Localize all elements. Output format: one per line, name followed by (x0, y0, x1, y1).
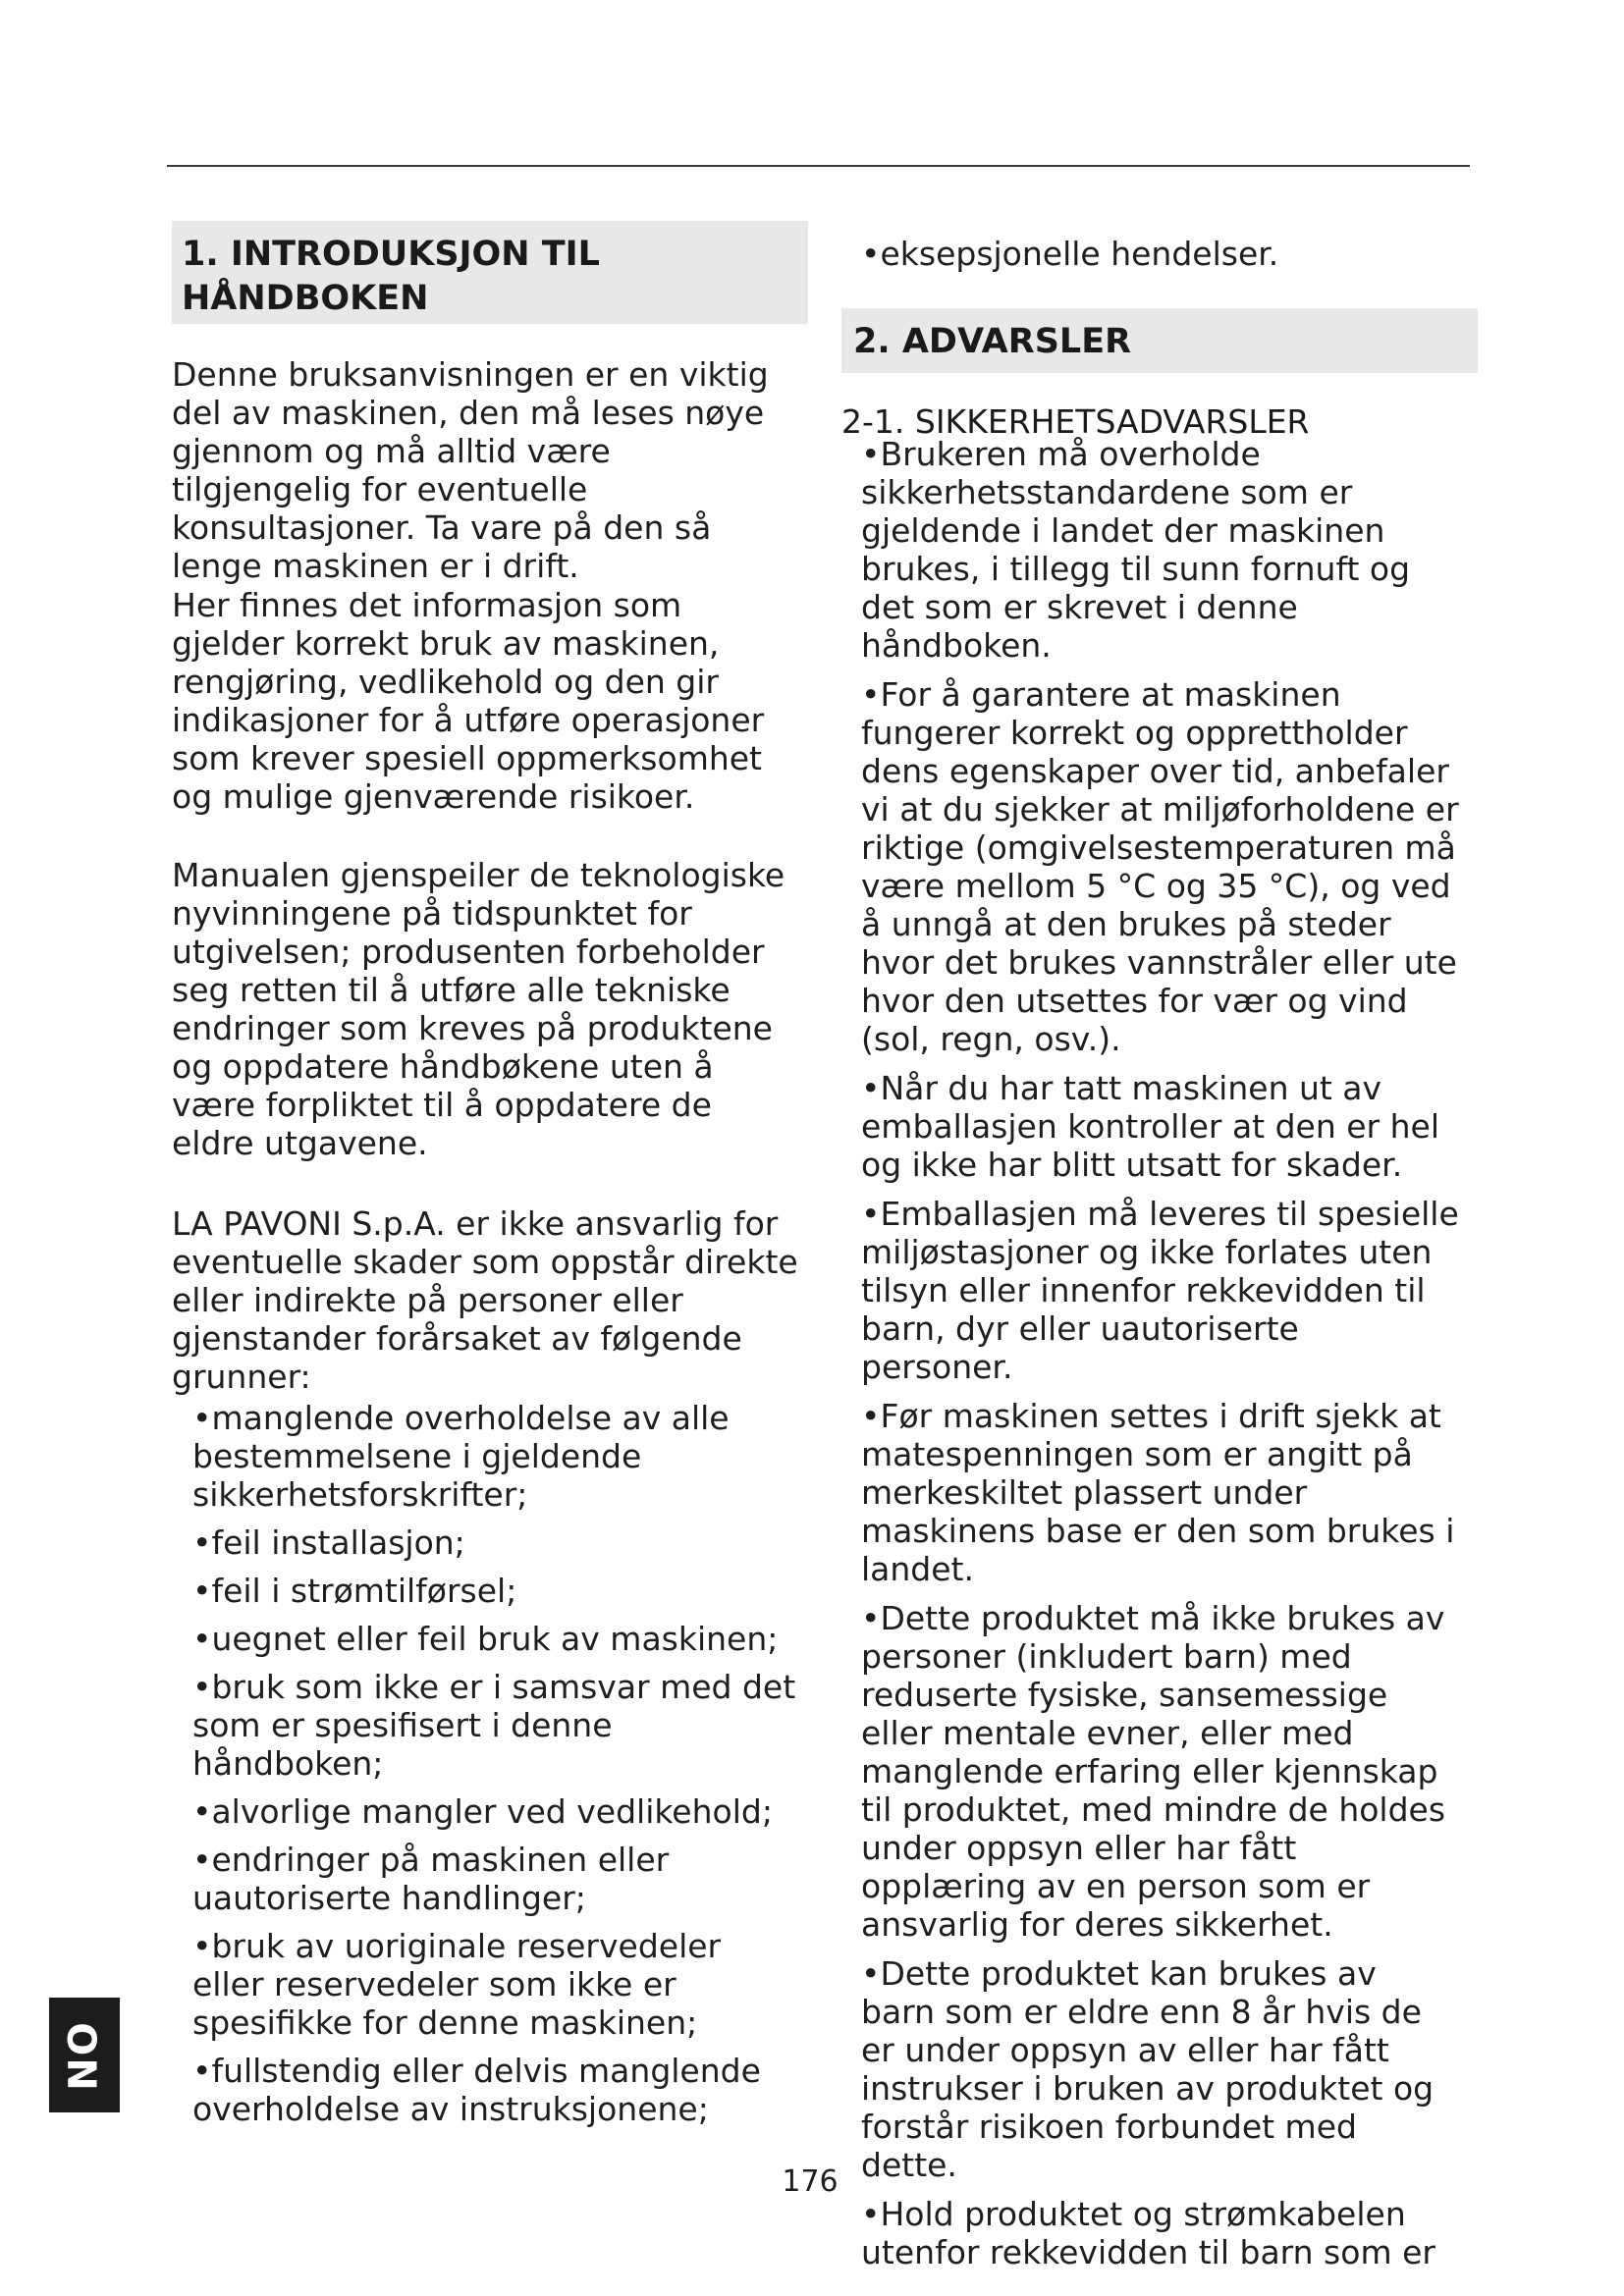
section-1-heading (172, 221, 808, 324)
list-item: •endringer på maskinen eller uautoriserte handlinger; (192, 1841, 670, 1917)
page-number: 176 (782, 2164, 839, 2199)
liability-paragraph: LA PAVONI S.p.A. er ikke ansvarlig for eventuelle skader som oppstår direkte eller indirekte på personer eller gjenstander forårsaket av følgende grunner: (172, 1204, 798, 1396)
list-item: •feil i strømtilførsel; (192, 1572, 517, 1610)
liability-causes-list (192, 1399, 801, 2138)
list-item: •bruk av uoriginale reservedeler eller reservedeler som ikke er spesifikke for denne maskinen; (192, 1927, 722, 2042)
list-item: •manglende overholdelse av alle bestemmelsene i gjeldende sikkerhetsforskrifter; (192, 1399, 730, 1514)
list-item: •For å garantere at maskinen fungerer korrekt og opprettholder dens egenskaper over tid, anbefaler vi at du sjekker at miljøforholdene er riktige (omgivelsestemperaturen må være mellom 5 °C og 35 °C), og ved å unngå at den brukes på steder hvor det brukes vannstråler eller ute hvor den utsettes for vær og vind (sol, regn, osv.). (861, 675, 1459, 1058)
list-item: •Brukeren må overholde sikkerhetsstandardene som er gjeldende i landet der maskinen brukes, i tillegg til sunn fornuft og det som er skrevet i denne håndboken. (861, 435, 1411, 665)
section-1-title-line-2: HÅNDBOKEN (182, 279, 429, 318)
language-tab (49, 1998, 120, 2112)
list-item: •alvorlige mangler ved vedlikehold; (192, 1792, 773, 1831)
list-item: •feil installasjon; (192, 1523, 465, 1562)
list-item: •fullstendig eller delvis manglende overholdelse av instruksjonene; (192, 2052, 761, 2128)
list-item: •Før maskinen settes i drift sjekk at matespenningen som er angitt på merkeskiltet plassert under maskinens base er den som brukes i landet. (861, 1397, 1455, 1588)
header-rule (167, 165, 1470, 167)
section-1-title-line-1: 1. INTRODUKSJON TIL (182, 235, 600, 274)
subsection-2-1-title: 2-1. SIKKERHETSADVARSLER (841, 402, 1310, 441)
information-paragraph: Her finnes det informasjon som gjelder korrekt bruk av maskinen, rengjøring, vedlikehold og den gir indikasjoner for å utføre operasjoner som krever spesiell oppmerksomhet og mulige gjenværende risikoer. (172, 586, 765, 816)
list-item: •bruk som ikke er i samsvar med det som er spesifisert i denne håndboken; (192, 1668, 796, 1783)
list-item: •Når du har tatt maskinen ut av emballasjen kontroller at den er hel og ikke har blitt utsatt for skader. (861, 1069, 1440, 1184)
intro-paragraph: Denne bruksanvisningen er en viktig del av maskinen, den må leses nøye gjennom og må alltid være tilgjengelig for eventuelle konsultasjoner. Ta vare på den så lenge maskinen er i drift. (172, 355, 769, 585)
list-item: •Dette produktet må ikke brukes av personer (inkludert barn) med reduserte fysiske, sansemessige eller mentale evner, eller med manglende erfaring eller kjennskap til produktet, med mindre de holdes under oppsyn eller har fått opplæring av en person som er ansvarlig for deres sikkerhet. (861, 1599, 1446, 1944)
section-2-title: 2. ADVARSLER (853, 322, 1132, 361)
safety-warnings-list (861, 435, 1460, 2282)
language-code: NO (61, 2019, 107, 2091)
section-2-heading (841, 308, 1478, 373)
list-item: •uegnet eller feil bruk av maskinen; (192, 1620, 779, 1658)
list-item: •Dette produktet kan brukes av barn som er eldre enn 8 år hvis de er under oppsyn av eller har fått instrukser i bruken av produktet og forstår risikoen forbundet med dette. (861, 1954, 1435, 2184)
list-item: •Hold produktet og strømkabelen utenfor rekkevidden til barn som er (861, 2195, 1435, 2271)
list-item: •Emballasjen må leveres til spesielle miljøstasjoner og ikke forlates uten tilsyn eller innenfor rekkevidden til barn, dyr eller uautoriserte personer. (861, 1195, 1459, 1386)
manual-updates-paragraph: Manualen gjenspeiler de teknologiske nyvinningene på tidspunktet for utgivelsen; produsenten forbeholder seg retten til å utføre alle tekniske endringer som kreves på produktene og oppdatere håndbøkene uten å være forpliktet til å oppdatere de eldre utgavene. (172, 856, 785, 1162)
list-item-continued: •eksepsjonelle hendelser. (861, 235, 1279, 273)
